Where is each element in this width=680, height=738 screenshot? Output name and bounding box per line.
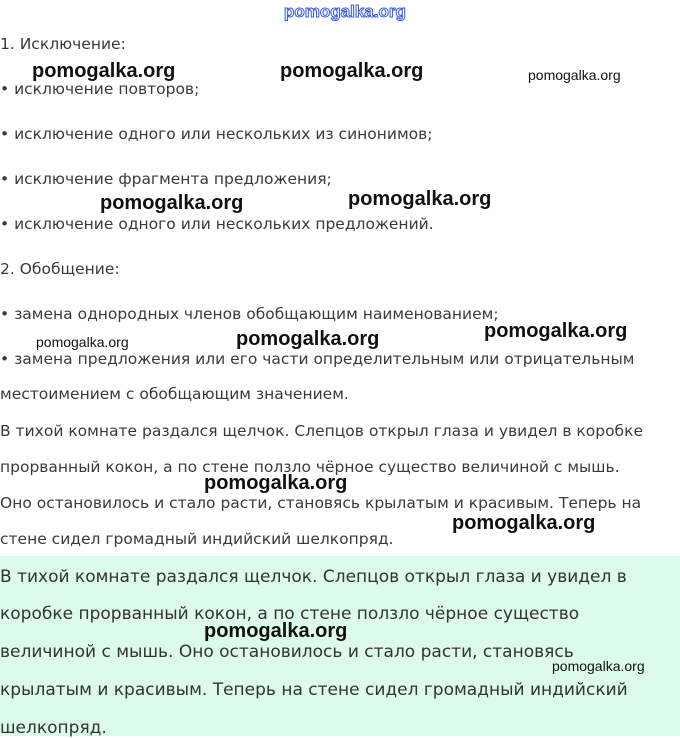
answer-line-4: крылатым и красивым. Теперь на стене сидел громадный индийский — [0, 680, 628, 700]
watermark: pomogalka.org — [348, 188, 492, 210]
line-2: • исключение повторов; — [0, 80, 200, 98]
answer-line-1: В тихой комнате раздался щелчок. Слепцов открыл глаза и увидел в — [0, 567, 627, 587]
watermark-top: pomogalka.org — [284, 2, 406, 21]
line-13: стене сидел громадный индийский шелкопряд. — [0, 530, 394, 548]
watermark: pomogalka.org — [452, 512, 596, 534]
watermark: pomogalka.org — [32, 60, 176, 82]
watermark: pomogalka.org — [484, 320, 628, 342]
watermark: pomogalka.org — [204, 472, 348, 494]
line-11: прорванный кокон, а по стене ползло чёрное существо величиной с мышь. — [0, 458, 620, 476]
line-5: • исключение одного или нескольких предложений. — [0, 215, 434, 233]
line-8: • замена предложения или его части определительным или отрицательным — [0, 350, 635, 368]
answer-line-2: коробке прорванный кокон, а по стене ползло чёрное существо — [0, 604, 580, 624]
watermark: pomogalka.org — [552, 658, 645, 674]
line-9: местоимением с обобщающим значением. — [0, 385, 349, 403]
watermark: pomogalka.org — [100, 192, 244, 214]
line-7: • замена однородных членов обобщающим наименованием; — [0, 305, 499, 323]
watermark: pomogalka.org — [36, 334, 129, 350]
watermark: pomogalka.org — [236, 328, 380, 350]
watermark: pomogalka.org — [204, 620, 348, 642]
line-12: Оно остановилось и стало расти, становясь крылатым и красивым. Теперь на — [0, 494, 642, 512]
answer-line-3: величиной с мышь. Оно остановилось и стало расти, становясь — [0, 642, 574, 662]
answer-line-5: шелкопряд. — [0, 718, 107, 738]
answer-block — [0, 556, 680, 736]
line-4: • исключение фрагмента предложения; — [0, 170, 332, 188]
line-3: • исключение одного или нескольких из синонимов; — [0, 125, 433, 143]
line-6: 2. Обобщение: — [0, 260, 120, 278]
line-10: В тихой комнате раздался щелчок. Слепцов открыл глаза и увидел в коробке — [0, 422, 644, 440]
watermark: pomogalka.org — [528, 67, 621, 83]
watermark: pomogalka.org — [280, 60, 424, 82]
line-1: 1. Исключение: — [0, 35, 126, 53]
